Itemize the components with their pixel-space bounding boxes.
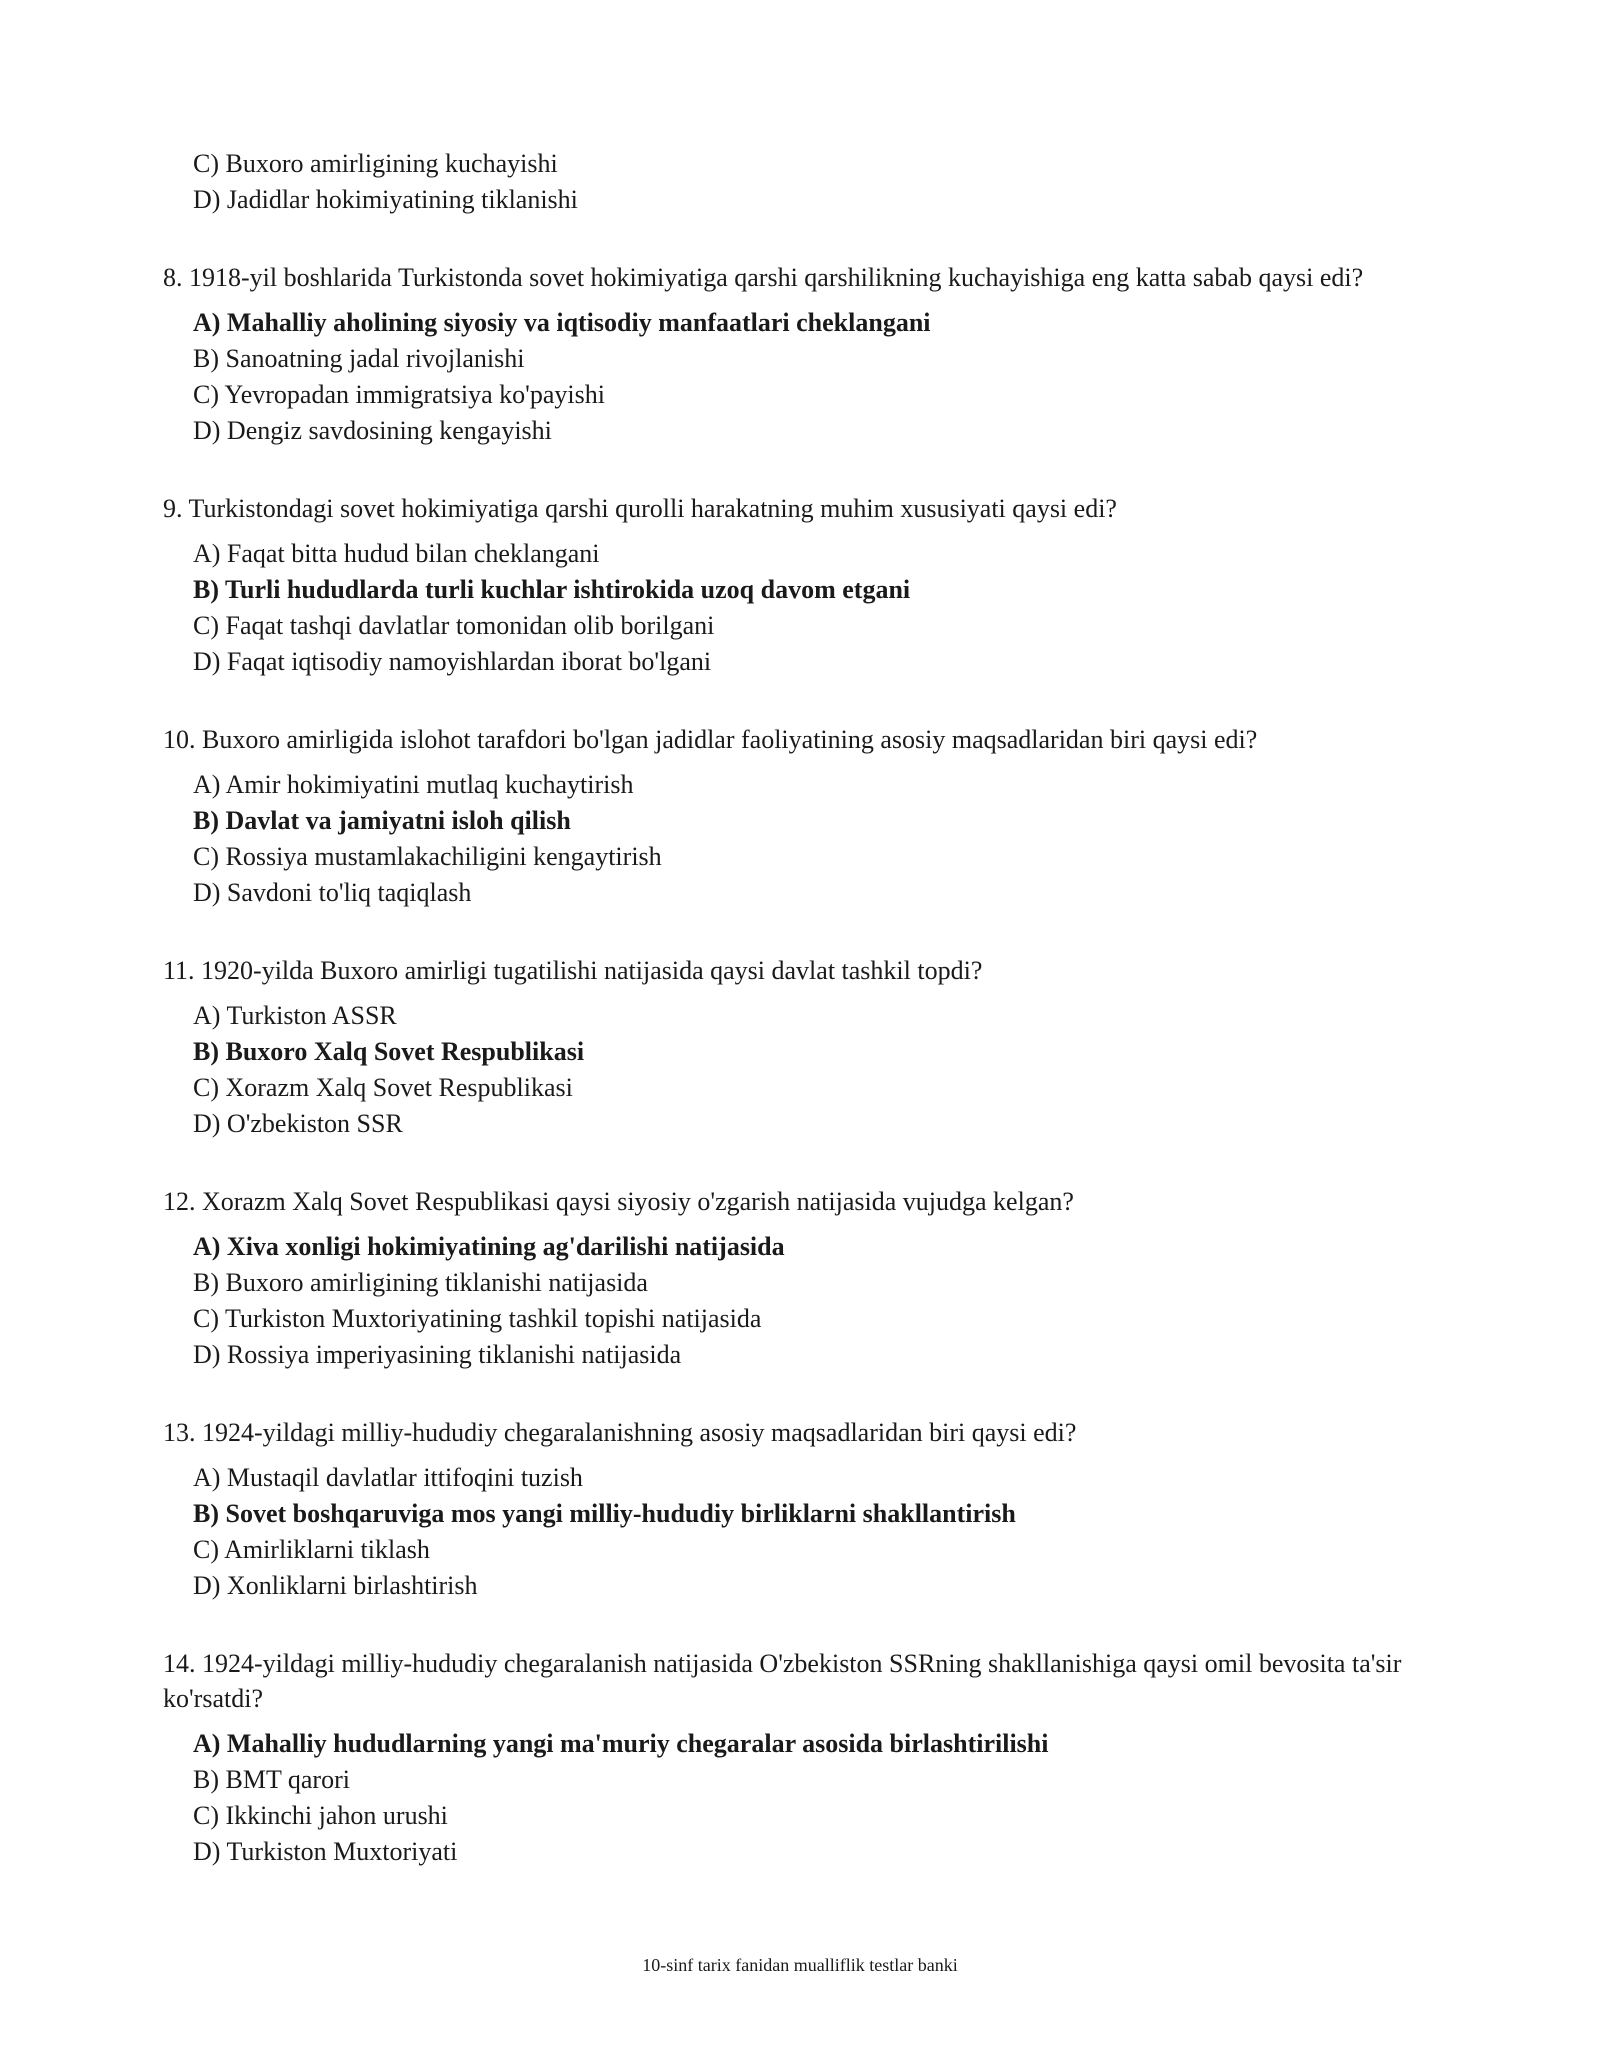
- answer-option: C) Buxoro amirligining kuchayishi: [193, 149, 558, 178]
- question-block: [163, 1184, 1453, 1373]
- answer-options: [163, 1726, 1453, 1870]
- question-text: 13. 1924-yildagi milliy-hududiy chegaralanishning asosiy maqsadlaridan biri qaysi edi?: [163, 1418, 1077, 1447]
- answer-option: C) Amirliklarni tiklash: [193, 1535, 430, 1564]
- answer-option: D) Faqat iqtisodiy namoyishlardan iborat bo'lgani: [193, 647, 712, 676]
- carryover-options: [163, 146, 1453, 218]
- answer-option: A) Turkiston ASSR: [193, 1001, 397, 1030]
- answer-option-correct: B) Turli hududlarda turli kuchlar ishtirokida uzoq davom etgani: [193, 575, 911, 604]
- question-text: 8. 1918-yil boshlarida Turkistonda sovet hokimiyatiga qarshi qarshilikning kuchayishiga eng katta sabab qaysi edi?: [163, 263, 1364, 292]
- question-text: 10. Buxoro amirligida islohot tarafdori bo'lgan jadidlar faoliyatining asosiy maqsadlaridan biri qaysi edi?: [163, 725, 1258, 754]
- answer-option: D) Xonliklarni birlashtirish: [193, 1571, 478, 1600]
- answer-options: [163, 1460, 1453, 1604]
- answer-option: D) Turkiston Muxtoriyati: [193, 1837, 458, 1866]
- answer-option: D) O'zbekiston SSR: [193, 1109, 403, 1138]
- answer-option: C) Xorazm Xalq Sovet Respublikasi: [193, 1073, 573, 1102]
- answer-option: B) Buxoro amirligining tiklanishi natijasida: [193, 1268, 648, 1297]
- answer-option-correct: A) Mahalliy aholining siyosiy va iqtisodiy manfaatlari cheklangani: [193, 308, 931, 337]
- answer-options: [163, 305, 1453, 449]
- answer-option: C) Ikkinchi jahon urushi: [193, 1801, 448, 1830]
- answer-option: A) Mustaqil davlatlar ittifoqini tuzish: [193, 1463, 583, 1492]
- page-footer: 10-sinf tarix fanidan mualliflik testlar banki: [642, 1955, 958, 1975]
- answer-option: D) Savdoni to'liq taqiqlash: [193, 878, 472, 907]
- question-list: [163, 260, 1453, 1870]
- answer-option-correct: B) Sovet boshqaruviga mos yangi milliy-hududiy birliklarni shakllantirish: [193, 1499, 1016, 1528]
- answer-option: C) Rossiya mustamlakachiligini kengaytirish: [193, 842, 662, 871]
- test-content: [163, 146, 1453, 1870]
- answer-options: [163, 536, 1453, 680]
- answer-option: C) Faqat tashqi davlatlar tomonidan olib borilgani: [193, 611, 715, 640]
- question-text: 12. Xorazm Xalq Sovet Respublikasi qaysi siyosiy o'zgarish natijasida vujudga kelgan?: [163, 1187, 1074, 1216]
- answer-options: [163, 1229, 1453, 1373]
- question-block: [163, 260, 1453, 449]
- question-block: [163, 953, 1453, 1142]
- question-block: [163, 1646, 1453, 1870]
- question-block: [163, 1415, 1453, 1604]
- question-block: [163, 722, 1453, 911]
- answer-option: A) Amir hokimiyatini mutlaq kuchaytirish: [193, 770, 634, 799]
- question-text: 14. 1924-yildagi milliy-hududiy chegaralanish natijasida O'zbekiston SSRning shakllanishiga qaysi omil bevosita ta'sir ko'rsatdi?: [163, 1649, 1402, 1713]
- answer-option-correct: B) Davlat va jamiyatni isloh qilish: [193, 806, 571, 835]
- answer-option-correct: B) Buxoro Xalq Sovet Respublikasi: [193, 1037, 585, 1066]
- answer-option: B) BMT qarori: [193, 1765, 350, 1794]
- question-text: 9. Turkistondagi sovet hokimiyatiga qarshi qurolli harakatning muhim xususiyati qaysi edi?: [163, 494, 1117, 523]
- answer-option: D) Jadidlar hokimiyatining tiklanishi: [193, 185, 578, 214]
- answer-options: [163, 998, 1453, 1142]
- answer-option-correct: A) Mahalliy hududlarning yangi ma'muriy chegaralar asosida birlashtirilishi: [193, 1729, 1049, 1758]
- question-block: [163, 491, 1453, 680]
- answer-option: D) Rossiya imperiyasining tiklanishi natijasida: [193, 1340, 682, 1369]
- answer-option: A) Faqat bitta hudud bilan cheklangani: [193, 539, 600, 568]
- answer-options: [163, 767, 1453, 911]
- answer-option: C) Yevropadan immigratsiya ko'payishi: [193, 380, 605, 409]
- question-text: 11. 1920-yilda Buxoro amirligi tugatilishi natijasida qaysi davlat tashkil topdi?: [163, 956, 983, 985]
- answer-option: D) Dengiz savdosining kengayishi: [193, 416, 552, 445]
- answer-option: C) Turkiston Muxtoriyatining tashkil topishi natijasida: [193, 1304, 762, 1333]
- answer-option: B) Sanoatning jadal rivojlanishi: [193, 344, 525, 373]
- answer-option-correct: A) Xiva xonligi hokimiyatining ag'darilishi natijasida: [193, 1232, 785, 1261]
